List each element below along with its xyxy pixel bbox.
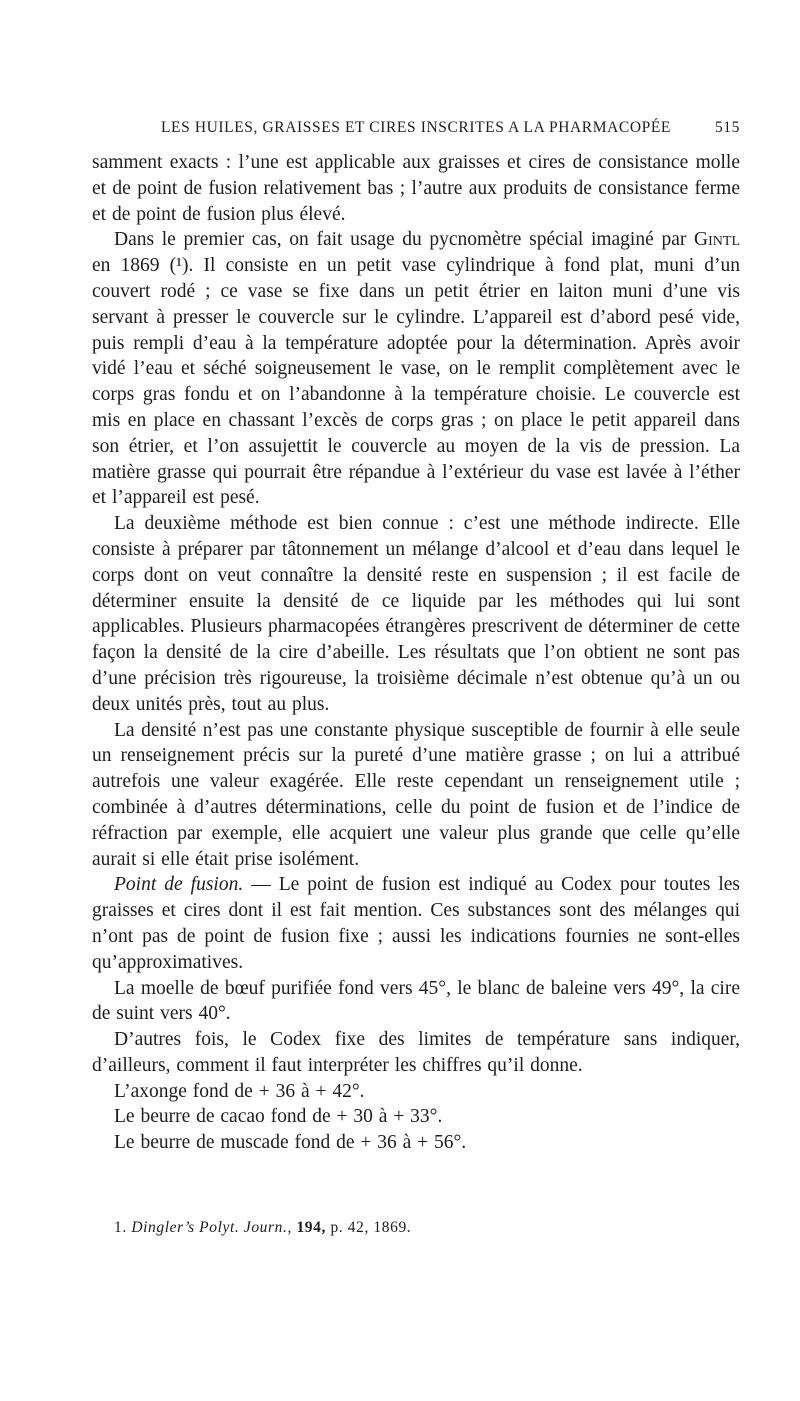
- paragraph-text: — Le point de fusion est indiqué au Codex pour toutes les graisses et cires dont il est fait mention. Ces substances sont des mélanges qui n’ont pas de point de fusion fixe ; aussi les indications fournies ne sont-elles qu’approximatives.: [92, 874, 741, 973]
- footnote-pages: p. 42, 1869.: [330, 1219, 412, 1236]
- running-head: [92, 118, 740, 138]
- paragraph-text: Dans le premier cas, on fait usage du pycnomètre spécial imaginé par: [114, 229, 687, 251]
- footnote: [114, 1218, 714, 1238]
- paragraph-codex-limits: D’autres fois, le Codex fixe des limites de température sans indiquer, d’ailleurs, comment il faut interpréter les chiffres qu’il donne.: [92, 1029, 740, 1076]
- paragraph-melting-point: [92, 872, 740, 975]
- footnote-reference: (¹).: [169, 255, 194, 277]
- paragraph-cacao-butter: Le beurre de cacao fond de + 30 à + 33°.: [114, 1106, 443, 1128]
- paragraph-axonge: L’axonge fond de + 36 à + 42°.: [114, 1080, 365, 1102]
- paragraph-second-method: La deuxième méthode est bien connue : c’est une méthode indirecte. Elle consiste à préparer par tâtonnement un mélange d’alcool et d’eau dans lequel le corps dont on veut connaître la densité reste en suspension ; il est facile de déterminer ensuite la densité de ce liquide par les méthodes qui lui sont applicables. Plusieurs pharmacopées étrangères prescrivent de déterminer de cette façon la densité de la cire d’abeille. Les résultats que l’on obtient ne sont pas d’une précision très rigoureuse, la troisième décimale n’est obtenue qu’à un ou deux unités près, tout au plus.: [92, 513, 740, 715]
- running-head-title: LES HUILES, GRAISSES ET CIRES INSCRITES A LA PHARMACOPÉE: [160, 119, 671, 136]
- paragraph-gintl-pycnometer: [92, 227, 740, 511]
- page-number: 515: [714, 119, 740, 136]
- footnote-marker: 1.: [114, 1219, 127, 1236]
- paragraph-text: Il consiste en un petit vase cylindrique à fond plat, muni d’un couvert rodé ; ce vase se fixe dans un petit étrier en laiton muni d’une vis servant à presser le couvercle sur le cylindre. L’appareil est d’abord pesé vide, puis rempli d’eau à la température adoptée pour la détermination. Après avoir vidé l’eau et séché soigneusement le vase, on le remplit complètement avec le corps gras fondu et on l’abandonne à la température choisie. Le couvercle est mis en place en chassant l’excès de corps gras ; on place le petit appareil dans son étrier, et l’on assujettit le couvercle au moyen de la vis de pression. La matière grasse qui pourrait être répandue à l’extérieur du vase est lavée à l’éther et l’appareil est pesé.: [92, 255, 741, 509]
- paragraph-nutmeg-butter: Le beurre de muscade fond de + 36 à + 56°.: [114, 1132, 467, 1154]
- paragraph-melting-values: La moelle de bœuf purifiée fond vers 45°, le blanc de baleine vers 49°, la cire de suint vers 40°.: [92, 977, 740, 1025]
- paragraph-continuation: samment exacts : l’une est applicable aux graisses et cires de consistance molle et de point de fusion relativement bas ; l’autre aux produits de consistance ferme et de point de fusion plus élevé.: [92, 152, 740, 225]
- paragraph-density: La densité n’est pas une constante physique susceptible de fournir à elle seule un renseignement précis sur la pureté d’une matière grasse ; on lui a attribué autrefois une valeur exagérée. Elle reste cependant un renseignement utile ; combinée à d’autres déterminations, celle du point de fusion et de l’indice de réfraction par exemple, elle acquiert une valeur plus grande que celle qu’elle aurait si elle était prise isolément.: [92, 719, 740, 870]
- section-heading: Point de fusion.: [114, 874, 244, 896]
- author-name: Gintl: [694, 229, 740, 251]
- body-text: [92, 150, 740, 1156]
- paragraph-text: en 1869: [92, 255, 160, 277]
- footnote-volume: 194,: [296, 1219, 326, 1236]
- footnote-source: Dingler’s Polyt. Journ.,: [131, 1219, 292, 1236]
